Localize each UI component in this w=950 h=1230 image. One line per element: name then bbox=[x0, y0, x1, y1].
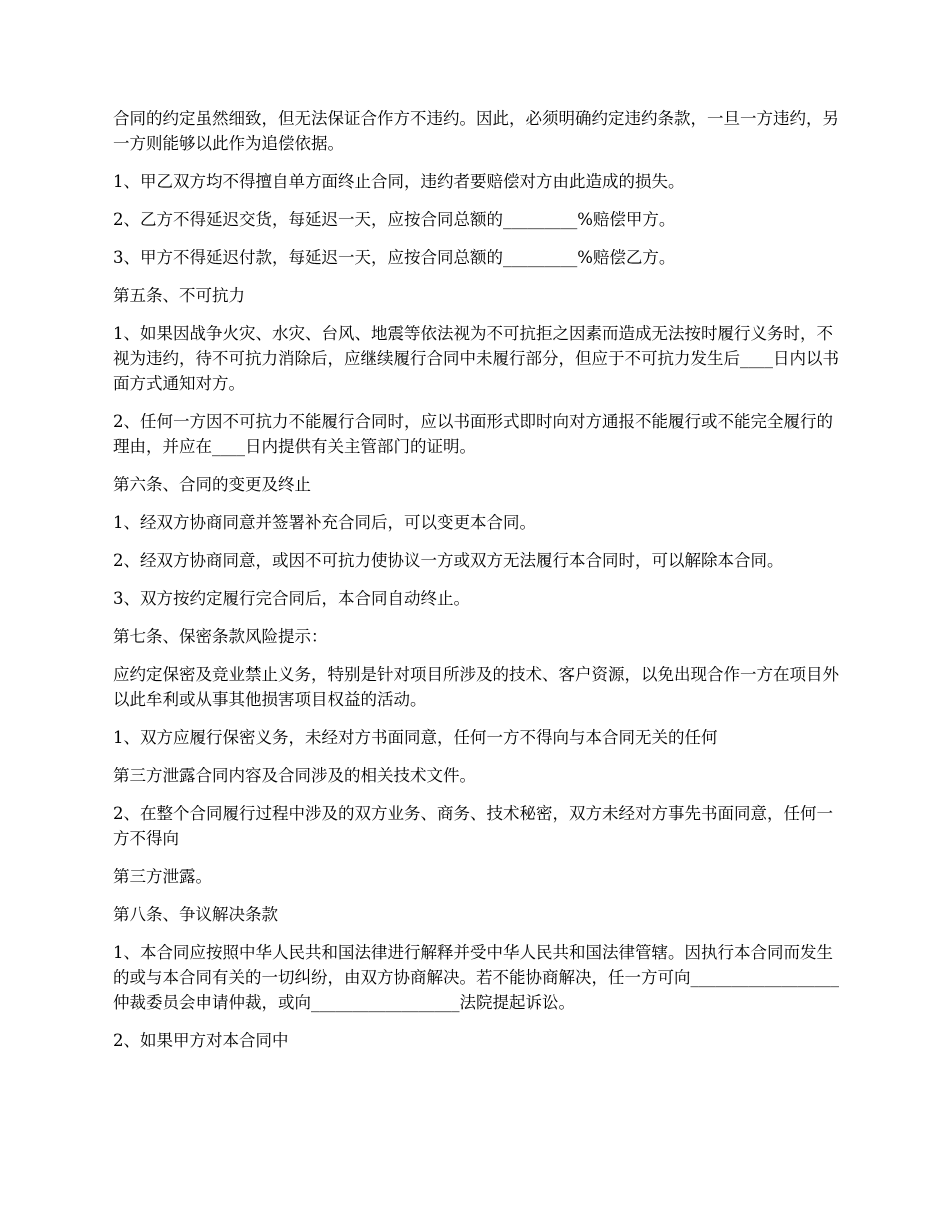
confidentiality-note: 应约定保密及竞业禁止义务，特别是针对项目所涉及的技术、客户资源，以免出现合作一方在项目外以此牟利或从事其他损害项目权益的活动。 bbox=[113, 665, 839, 709]
clause-confidentiality-1: 1、双方应履行保密义务，未经对方书面同意，任何一方不得向与本合同无关的任何 bbox=[113, 728, 718, 747]
section-heading-5: 第五条、不可抗力 bbox=[113, 286, 245, 305]
clause-force-majeure-1: 1、如果因战争火灾、水灾、台风、地震等依法视为不可抗拒之因素而造成无法按时履行义务时，不视为违约，待不可抗力消除后，应继续履行合同中未履行部分，但应于不可抗力发生后____日内以书面方式通知对方。 bbox=[113, 324, 839, 393]
clause-confidentiality-2-cont: 第三方泄露。 bbox=[113, 867, 212, 886]
section-heading-8: 第八条、争议解决条款 bbox=[113, 905, 278, 924]
document-body bbox=[113, 106, 843, 1066]
intro-paragraph: 合同的约定虽然细致，但无法保证合作方不违约。因此，必须明确约定违约条款，一旦一方违约，另一方则能够以此作为追偿依据。 bbox=[113, 109, 839, 153]
clause-confidentiality-2: 2、在整个合同履行过程中涉及的双方业务、商务、技术秘密，双方未经对方事先书面同意，任何一方不得向 bbox=[113, 804, 833, 848]
clause-change-3: 3、双方按约定履行完合同后，本合同自动终止。 bbox=[113, 589, 470, 608]
clause-breach-1: 1、甲乙双方均不得擅自单方面终止合同，违约者要赔偿对方由此造成的损失。 bbox=[113, 172, 685, 191]
clause-breach-2: 2、乙方不得延迟交货，每延迟一天，应按合同总额的_________%赔偿甲方。 bbox=[113, 210, 676, 229]
clause-change-2: 2、经双方协商同意，或因不可抗力使协议一方或双方无法履行本合同时，可以解除本合同。 bbox=[113, 551, 784, 570]
clause-force-majeure-2: 2、任何一方因不可抗力不能履行合同时，应以书面形式即时向对方通报不能履行或不能完全履行的理由，并应在____日内提供有关主管部门的证明。 bbox=[113, 412, 833, 456]
section-heading-7: 第七条、保密条款风险提示： bbox=[113, 627, 328, 646]
clause-dispute-1: 1、本合同应按照中华人民共和国法律进行解释并受中华人民共和国法律管辖。因执行本合同而发生的或与本合同有关的一切纠纷，由双方协商解决。若不能协商解决，任一方可向__________________仲裁委员会申请仲裁，或向__________________法院提起诉讼。 bbox=[113, 943, 839, 1012]
clause-confidentiality-1-cont: 第三方泄露合同内容及合同涉及的相关技术文件。 bbox=[113, 766, 476, 785]
section-heading-6: 第六条、合同的变更及终止 bbox=[113, 475, 311, 494]
clause-change-1: 1、经双方协商同意并签署补充合同后，可以变更本合同。 bbox=[113, 513, 536, 532]
clause-breach-3: 3、甲方不得延迟付款，每延迟一天，应按合同总额的_________%赔偿乙方。 bbox=[113, 248, 676, 267]
clause-dispute-2: 2、如果甲方对本合同中 bbox=[113, 1031, 289, 1050]
